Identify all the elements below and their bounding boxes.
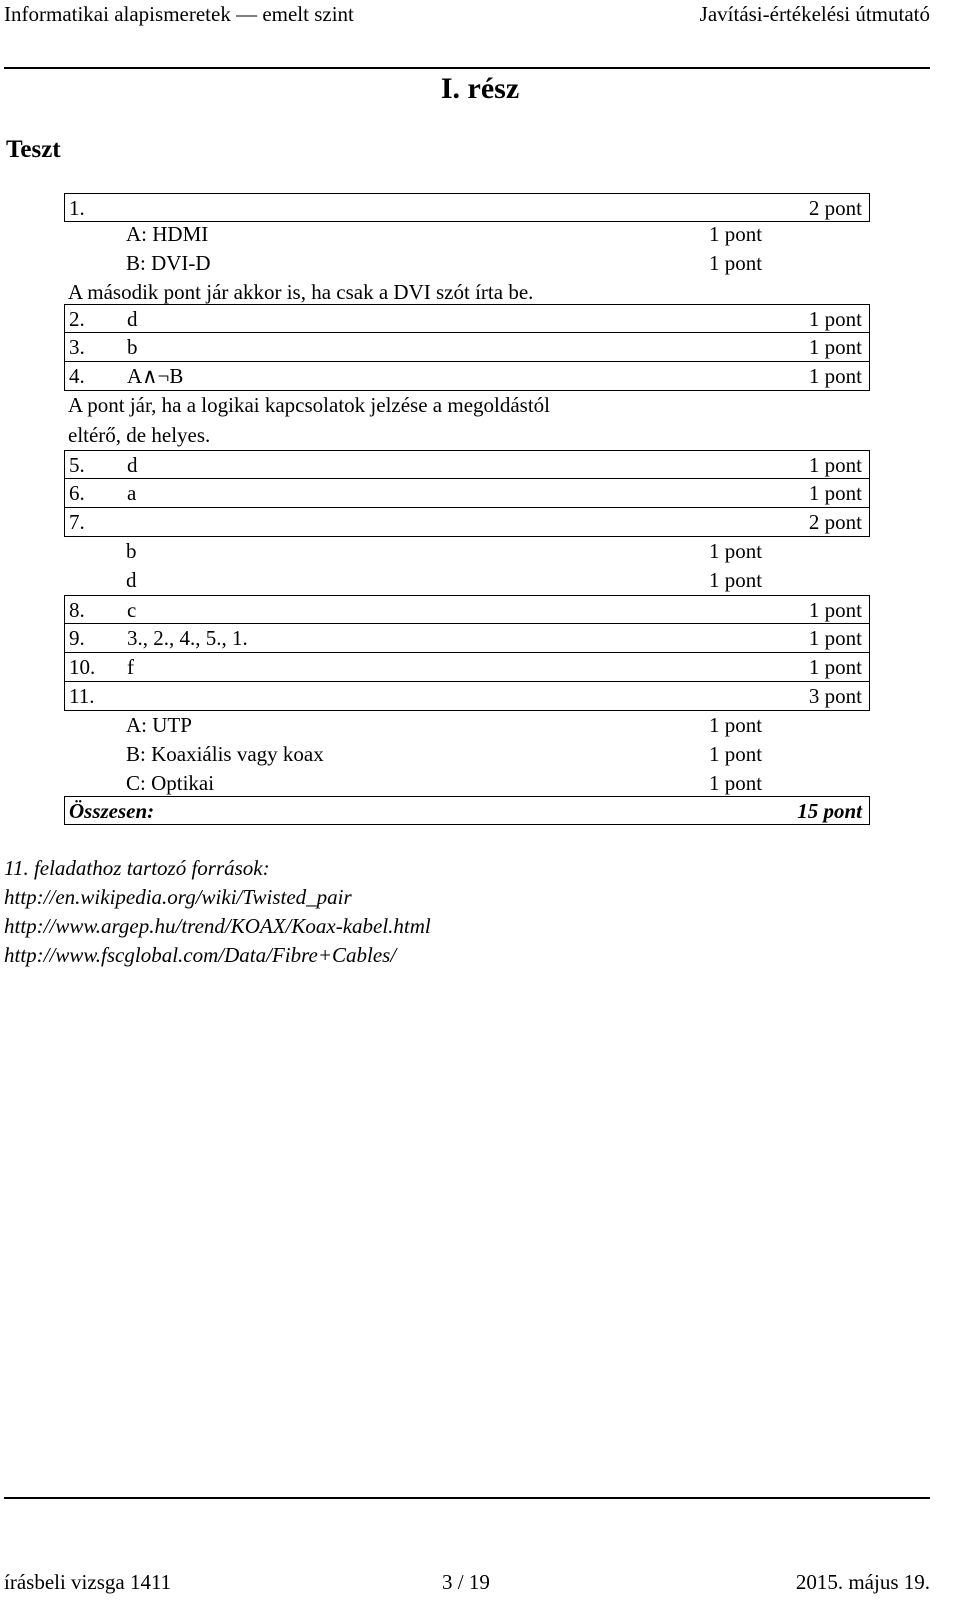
points: 2 pont (808, 196, 862, 220)
question-number: 7. (69, 510, 85, 534)
question-number: 1. (69, 196, 85, 220)
sub-text: : Optikai (140, 771, 215, 795)
sub-answer (126, 741, 324, 767)
sub-points: 1 pont (709, 539, 763, 563)
footer-divider (4, 1497, 930, 1499)
sub-answer: b (126, 539, 137, 563)
question-number: 8. (69, 598, 85, 622)
grading-note: A második pont jár akkor is, ha csak a DVI szót írta be. (68, 280, 534, 304)
table-row (64, 450, 870, 479)
sub-label: B (126, 251, 141, 275)
question-number: 2. (69, 307, 85, 331)
source-link: http://www.fscglobal.com/Data/Fibre+Cables/ (4, 943, 397, 967)
sub-answer (126, 250, 211, 276)
points: 1 pont (808, 626, 862, 650)
grading-note: eltérő, de helyes. (68, 423, 211, 447)
answer: 3., 2., 4., 5., 1. (127, 626, 248, 650)
table-row (64, 278, 870, 307)
total-label: Összesen: (69, 799, 155, 823)
answer: d (127, 307, 138, 331)
sub-text: : DVI-D (140, 251, 211, 275)
question-number: 11. (69, 684, 95, 708)
answer: b (127, 335, 138, 359)
sub-points: 1 pont (709, 713, 763, 737)
header-divider (4, 67, 930, 69)
grading-note: A pont jár, ha a logikai kapcsolatok jelzése a megoldástól (68, 393, 551, 417)
points: 2 pont (808, 510, 862, 534)
table-row (64, 479, 870, 508)
table-row (64, 595, 870, 624)
total-points: 15 pont (797, 799, 862, 823)
source-link: http://en.wikipedia.org/wiki/Twisted_pair (4, 885, 352, 909)
total-row (64, 796, 870, 825)
part-title: I. rész (440, 72, 520, 105)
table-row (64, 682, 870, 711)
source-link: http://www.argep.hu/trend/KOAX/Koax-kabel.html (4, 914, 431, 938)
answer-table (64, 193, 870, 828)
table-row (64, 193, 870, 222)
answer: c (127, 598, 137, 622)
table-row (64, 508, 870, 537)
sub-label: C (126, 771, 141, 795)
sub-label: A (126, 713, 142, 737)
sub-points: 1 pont (709, 568, 763, 592)
footer-page-number: 3 / 19 (442, 1570, 490, 1594)
table-row (64, 362, 870, 391)
table-row (64, 304, 870, 333)
table-row (64, 711, 870, 740)
question-number: 6. (69, 481, 85, 505)
table-row (64, 391, 870, 420)
sub-label: A (126, 222, 142, 246)
sub-points: 1 pont (709, 771, 763, 795)
question-number: 9. (69, 626, 85, 650)
answer: a (127, 481, 137, 505)
question-number: 3. (69, 335, 85, 359)
table-row (64, 769, 870, 798)
sub-answer (126, 770, 214, 796)
sub-text: : HDMI (141, 222, 209, 246)
question-number: 4. (69, 364, 85, 388)
points: 1 pont (808, 453, 862, 477)
sub-text: : Koaxiális vagy koax (140, 742, 324, 766)
table-row (64, 249, 870, 278)
footer-exam-code: írásbeli vizsga 1411 (4, 1570, 172, 1594)
sub-points: 1 pont (709, 222, 763, 246)
page-header (4, 2, 930, 28)
table-row (64, 220, 870, 249)
answer: d (127, 453, 138, 477)
answer: f (127, 655, 134, 679)
points: 3 pont (808, 684, 862, 708)
header-doc-type: Javítási-értékelési útmutató (699, 2, 930, 26)
question-number: 5. (69, 453, 85, 477)
points: 1 pont (808, 364, 862, 388)
points: 1 pont (808, 335, 862, 359)
table-row (64, 333, 870, 362)
page-footer (4, 1570, 930, 1598)
points: 1 pont (808, 655, 862, 679)
table-row (64, 421, 870, 450)
sub-answer: d (126, 568, 137, 592)
sub-label: B (126, 742, 141, 766)
sources-block (4, 854, 431, 970)
table-row (64, 537, 870, 566)
sub-points: 1 pont (709, 742, 763, 766)
table-row (64, 740, 870, 769)
header-subject: Informatikai alapismeretek — emelt szint (4, 2, 354, 26)
question-number: 10. (69, 655, 96, 679)
points: 1 pont (808, 307, 862, 331)
sub-text: : UTP (141, 713, 192, 737)
section-title: Teszt (6, 136, 61, 163)
footer-date: 2015. május 19. (795, 1570, 930, 1594)
table-row (64, 624, 870, 653)
sub-answer (126, 221, 208, 247)
answer: A∧¬B (127, 364, 184, 388)
table-row (64, 653, 870, 682)
sub-answer (126, 712, 192, 738)
points: 1 pont (808, 598, 862, 622)
sub-points: 1 pont (709, 251, 763, 275)
table-row (64, 566, 870, 595)
points: 1 pont (808, 481, 862, 505)
sources-title: 11. feladathoz tartozó források: (4, 856, 270, 880)
